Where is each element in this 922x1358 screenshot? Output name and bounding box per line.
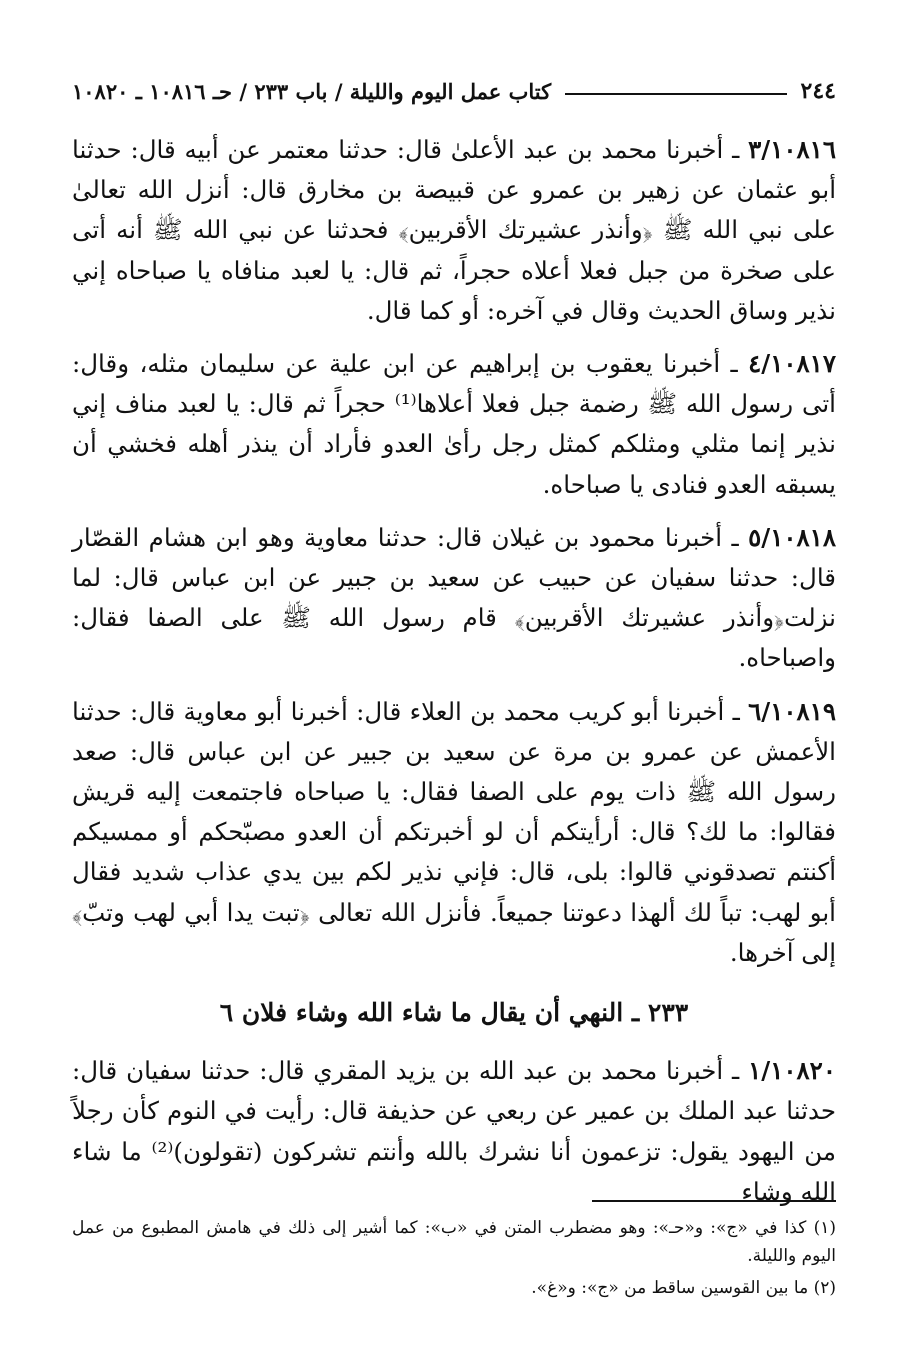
hadith-paragraph [72,518,836,679]
hadith-paragraph [72,692,836,973]
hadith-text: ـ أخبرنا يعقوب بن إبراهيم عن ابن علية عن سليمان مثله، وقال: أتى رسول الله ﷺ رضمة جبل فعلا أعلاها⁽¹⁾ حجراً ثم قال: يا لعبد مناف إني نذير إنما مثلي ومثلكم كمثل رجل رأىٰ العدو فأراد أن ينذر أهله فخشي أن يسبقه العدو فنادى يا صباحاه. [72,349,836,499]
hadith-paragraph [72,344,836,505]
hadith-number: ٤/١٠٨١٧ [748,349,836,379]
page-number: ٢٤٤ [800,78,836,104]
footnote-separator [592,1200,836,1202]
chapter-heading: ٢٣٣ ـ النهي أن يقال ما شاء الله وشاء فلان ٦ [219,998,689,1028]
page-header [72,70,836,104]
hadith-text: ـ أخبرنا محمد بن عبد الله بن يزيد المقري قال: حدثنا سفيان قال: حدثنا عبد الملك بن عمير عن ربعي عن حذيفة قال: رأيت في النوم كأن رجلاً من اليهود يقول: تزعمون أنا نشرك بالله وأنتم تشركون (تقولون)⁽²⁾ ما شاء الله وشاء [72,1056,836,1206]
hadith-number: ٣/١٠٨١٦ [748,135,836,164]
main-text [72,130,836,1225]
hadith-number: ٥/١٠٨١٨ [748,522,836,552]
hadith-paragraph [72,1051,836,1212]
hadith-text: ـ أخبرنا محمد بن عبد الأعلىٰ قال: حدثنا معتمر عن أبيه قال: حدثنا أبو عثمان عن زهير بن عمرو عن قبيصة بن مخارق قال: أنزل الله تعالىٰ على نبي الله ﷺ ﴿وأنذر عشيرتك الأقربين﴾ فحدثنا عن نبي الله ﷺ أنه أتى على صخرة من جبل فعلا أعلاه حجراً، ثم قال: يا لعبد منافاه يا صباحاه إني نذير وساق الحديث وقال في آخره: أو كما قال. [72,135,836,325]
hadith-paragraph [72,130,836,331]
hadith-number: ٦/١٠٨١٩ [748,696,836,726]
footnote: (١) كذا في «ج»: و«حـ»: وهو مضطرب المتن في «ب»: كما أشير إلى ذلك في هامش المطبوع من عمل اليوم والليلة. [72,1218,836,1266]
footnote: (٢) ما بين القوسين ساقط من «ج»: و«غ». [531,1278,836,1298]
footnotes [72,1214,836,1306]
header-rule [565,93,786,95]
running-title: كتاب عمل اليوم والليلة / باب ٢٣٣ / حـ ١٠٨١٦ ـ ١٠٨٢٠ [72,79,552,104]
hadith-text: ـ أخبرنا أبو كريب محمد بن العلاء قال: أخبرنا أبو معاوية قال: حدثنا الأعمش عن عمرو بن مرة عن سعيد بن جبير عن ابن عباس قال: صعد رسول الله ﷺ ذات يوم على الصفا فقال: يا صباحاه فاجتمعت إليه قريش فقالوا: ما لك؟ قال: أرأيتكم أن لو أخبرتكم أن العدو مصبّحكم أو ممسيكم أكنتم تصدقوني قالوا: بلى، قال: فإني نذير لكم بين يدي عذاب شديد فقال أبو لهب: تباً لك ألهذا دعوتنا جميعاً. فأنزل الله تعالى ﴿تبت يدا أبي لهب وتبّ﴾ إلى آخرها. [72,696,836,967]
hadith-number: ١/١٠٨٢٠ [748,1056,836,1086]
hadith-text: ـ أخبرنا محمود بن غيلان قال: حدثنا معاوية وهو ابن هشام القصّار قال: حدثنا سفيان عن حبيب عن سعيد بن جبير عن ابن عباس قال: لما نزلت﴿وأنذر عشيرتك الأقربين﴾ قام رسول الله ﷺ على الصفا فقال: واصباحاه. [72,522,836,673]
